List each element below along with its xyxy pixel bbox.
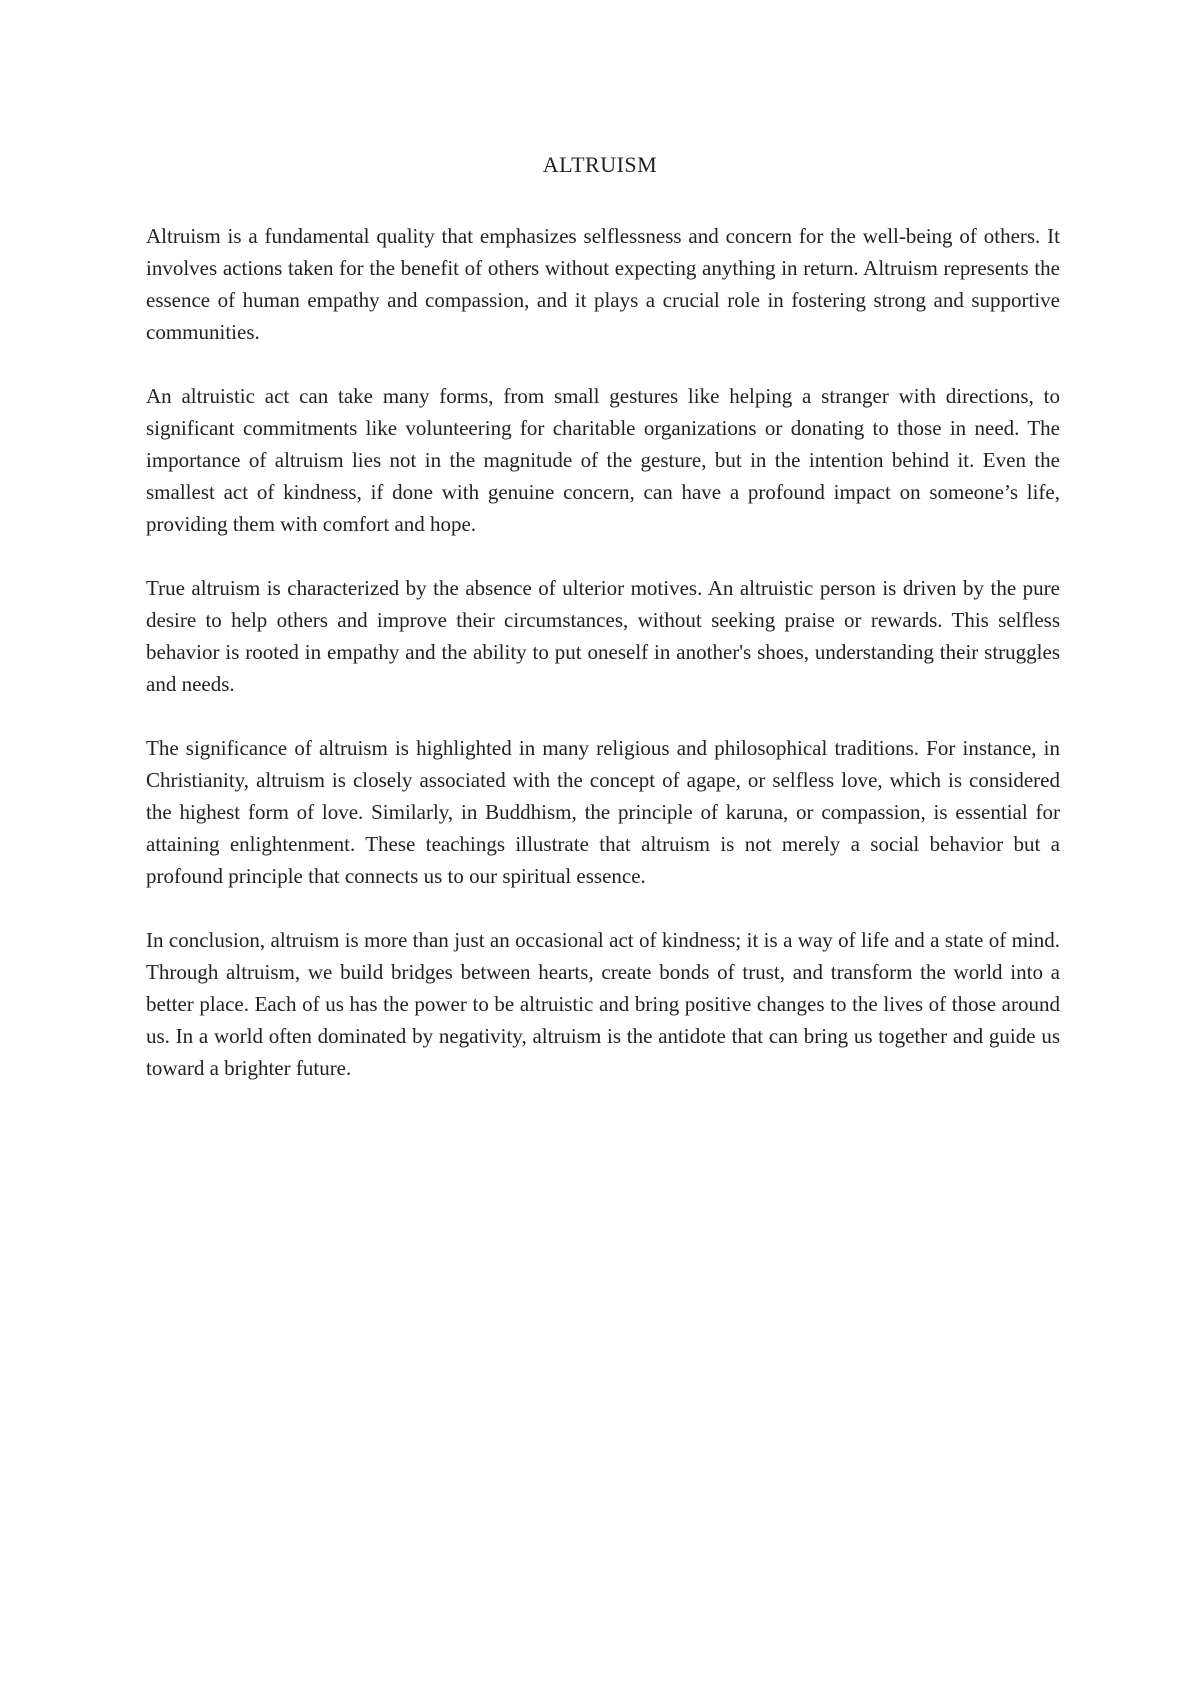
- paragraph-3: True altruism is characterized by the absence of ulterior motives. An altruistic person is driven by the pure desire to help others and improve their circumstances, without seeking praise or rewards. This selfless behavior is rooted in empathy and the ability to put oneself in another's shoes, understanding their struggles and needs.: [146, 576, 1060, 696]
- paragraph-5: In conclusion, altruism is more than just an occasional act of kindness; it is a way of life and a state of mind. Through altruism, we build bridges between hearts, create bonds of trust, and transform the world into a better place. Each of us has the power to be altruistic and bring positive changes to the lives of those around us. In a world often dominated by negativity, altruism is the antidote that can bring us together and guide us toward a brighter future.: [146, 928, 1060, 1080]
- paragraph-1: Altruism is a fundamental quality that emphasizes selflessness and concern for the well-being of others. It involves actions taken for the benefit of others without expecting anything in return. Altruism represents the essence of human empathy and compassion, and it plays a crucial role in fostering strong and supportive communities.: [146, 224, 1060, 344]
- document-title: ALTRUISM: [542, 152, 658, 177]
- paragraph-2: An altruistic act can take many forms, from small gestures like helping a stranger with directions, to significant commitments like volunteering for charitable organizations or donating to those in need. The importance of altruism lies not in the magnitude of the gesture, but in the intention behind it. Even the smallest act of kindness, if done with genuine concern, can have a profound impact on someone’s life, providing them with comfort and hope.: [146, 384, 1060, 536]
- paragraph-4: The significance of altruism is highlighted in many religious and philosophical traditions. For instance, in Christianity, altruism is closely associated with the concept of agape, or selfless love, which is considered the highest form of love. Similarly, in Buddhism, the principle of karuna, or compassion, is essential for attaining enlightenment. These teachings illustrate that altruism is not merely a social behavior but a profound principle that connects us to our spiritual essence.: [146, 736, 1060, 888]
- document-body: [146, 220, 1060, 1116]
